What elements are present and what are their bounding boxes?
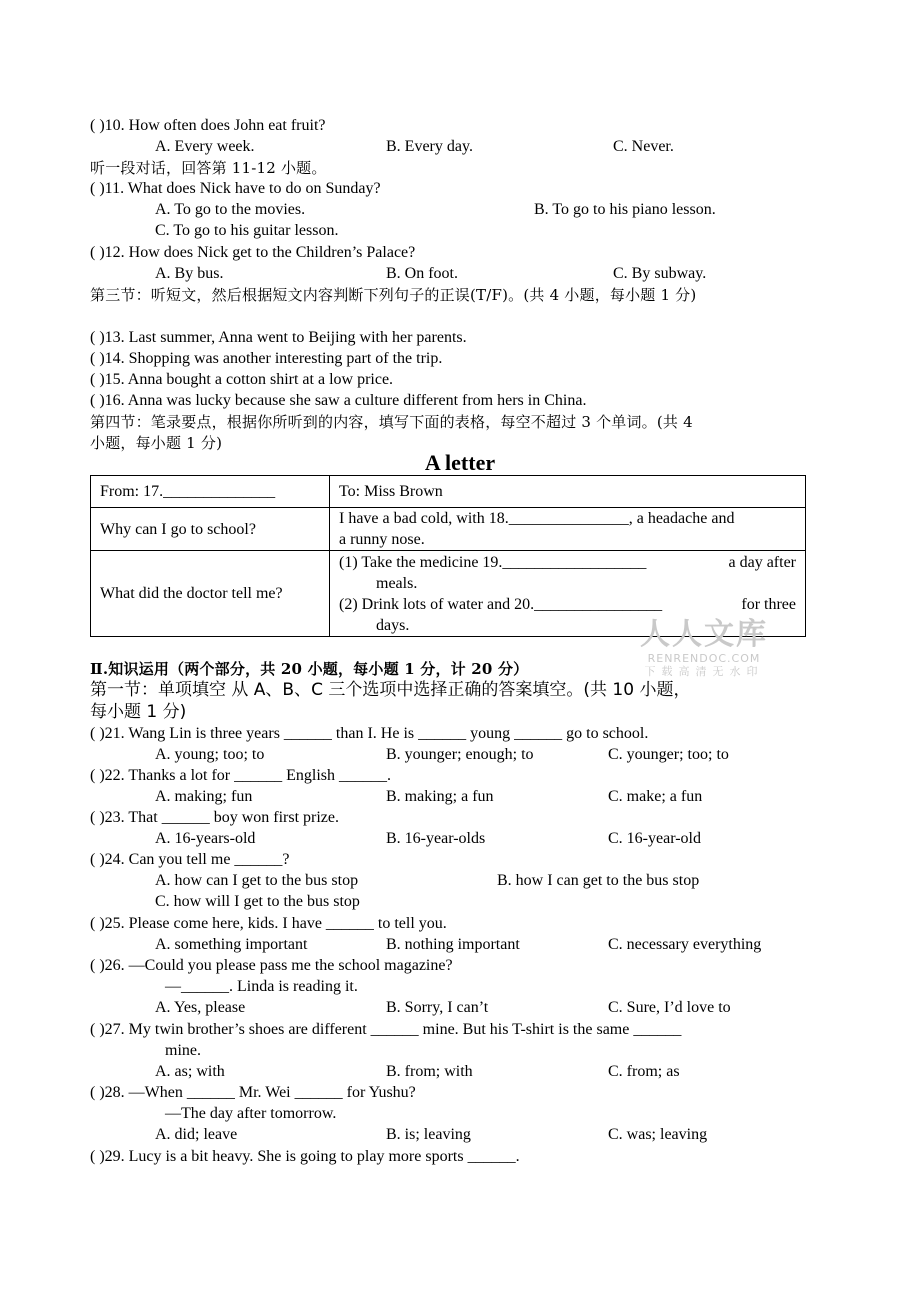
question-21-option-b: B. younger; enough; to bbox=[386, 746, 534, 763]
question-27-option-b: B. from; with bbox=[386, 1063, 473, 1080]
question-25-option-c: C. necessary everything bbox=[608, 936, 762, 953]
question-15: ( )15. Anna bought a cotton shirt at a low price. bbox=[90, 371, 394, 388]
question-10-stem: ( )10. How often does John eat fruit? bbox=[90, 117, 326, 134]
letter-title: A letter bbox=[424, 450, 496, 475]
question-24-option-c: C. how will I get to the bus stop bbox=[155, 893, 360, 910]
question-28-option-b: B. is; leaving bbox=[386, 1126, 471, 1143]
question-10-option-c: C. Never. bbox=[613, 138, 674, 155]
question-27-stem: ( )27. My twin brother’s shoes are different ______ mine. But his T-shirt is the same ______ bbox=[90, 1021, 682, 1038]
question-28-option-a: A. did; leave bbox=[155, 1126, 238, 1143]
question-21-stem: ( )21. Wang Lin is three years ______ than I. He is ______ young ______ go to school. bbox=[90, 725, 649, 742]
question-12-option-c: C. By subway. bbox=[613, 265, 707, 282]
section-3-heading: 第三节：听短文，然后根据短文内容判断下列句子的正误(T/F)。(共 4 小题，每小题 1 分) bbox=[90, 286, 697, 304]
question-11-option-c: C. To go to his guitar lesson. bbox=[155, 222, 339, 239]
watermark-url: RENRENDOC.COM bbox=[647, 652, 761, 665]
section-4-heading-line2: 小题，每小题 1 分) bbox=[90, 434, 223, 452]
question-22-option-c: C. make; a fun bbox=[608, 788, 703, 805]
question-16: ( )16. Anna was lucky because she saw a culture different from hers in China. bbox=[90, 392, 587, 409]
question-27-stem-cont: mine. bbox=[165, 1042, 201, 1059]
question-28-stem-reply: —The day after tomorrow. bbox=[165, 1105, 337, 1122]
question-12-option-a: A. By bus. bbox=[155, 265, 224, 282]
letter-answer-cell bbox=[330, 508, 806, 551]
question-22-option-b: B. making; a fun bbox=[386, 788, 494, 805]
question-23-stem: ( )23. That ______ boy won first prize. bbox=[90, 809, 339, 826]
advice-1-text: (1) Take the medicine 19.__________________ bbox=[339, 553, 647, 571]
question-11-stem: ( )11. What does Nick have to do on Sunday? bbox=[90, 180, 381, 197]
question-10-option-b: B. Every day. bbox=[386, 138, 473, 155]
question-12-option-b: B. On foot. bbox=[386, 265, 458, 282]
part-2-section-1-line2: 每小题 1 分) bbox=[90, 702, 187, 722]
advice-2-cont: days. bbox=[376, 616, 410, 634]
question-27-option-c: C. from; as bbox=[608, 1063, 680, 1080]
question-11-option-b: B. To go to his piano lesson. bbox=[534, 201, 716, 218]
question-28-stem: ( )28. —When ______ Mr. Wei ______ for Yushu? bbox=[90, 1084, 416, 1101]
advice-1-cont: meals. bbox=[376, 574, 418, 592]
question-21-option-c: C. younger; too; to bbox=[608, 746, 729, 763]
letter-to-cell: To: Miss Brown bbox=[330, 476, 806, 508]
question-11-option-a: A. To go to the movies. bbox=[155, 201, 306, 218]
question-25-stem: ( )25. Please come here, kids. I have ______ to tell you. bbox=[90, 915, 447, 932]
dialog-instruction: 听一段对话，回答第 11-12 小题。 bbox=[90, 159, 327, 177]
question-26-stem: ( )26. —Could you please pass me the school magazine? bbox=[90, 957, 453, 974]
letter-from-cell: From: 17.______________ bbox=[91, 476, 330, 508]
question-24-option-b: B. how I can get to the bus stop bbox=[497, 872, 700, 889]
question-29-stem: ( )29. Lucy is a bit heavy. She is going to play more sports ______. bbox=[90, 1148, 520, 1165]
question-12-stem: ( )12. How does Nick get to the Children’s Palace? bbox=[90, 244, 416, 261]
watermark-subtitle: 下载高清无水印 bbox=[644, 665, 764, 678]
part-2-heading: Ⅱ.知识运用（两个部分，共 20 小题，每小题 1 分，计 20 分） bbox=[90, 660, 529, 678]
question-22-stem: ( )22. Thanks a lot for ______ English ______. bbox=[90, 767, 392, 784]
question-10-option-a: A. Every week. bbox=[155, 138, 255, 155]
question-26-option-c: C. Sure, I’d love to bbox=[608, 999, 731, 1016]
question-27-option-a: A. as; with bbox=[155, 1063, 225, 1080]
letter-table bbox=[90, 475, 806, 637]
question-25-option-b: B. nothing important bbox=[386, 936, 520, 953]
watermark-logo bbox=[640, 618, 768, 679]
question-24-option-a: A. how can I get to the bus stop bbox=[155, 872, 359, 889]
advice-1-tail: a day after bbox=[728, 553, 796, 571]
question-26-stem-reply: —______. Linda is reading it. bbox=[165, 978, 358, 995]
question-22-option-a: A. making; fun bbox=[155, 788, 253, 805]
part-2-section-1-line1: 第一节：单项填空 从 A、B、C 三个选项中选择正确的答案填空。(共 10 小题， bbox=[90, 680, 691, 700]
question-13: ( )13. Last summer, Anna went to Beijing with her parents. bbox=[90, 329, 467, 346]
question-21-option-a: A. young; too; to bbox=[155, 746, 265, 763]
question-26-option-a: A. Yes, please bbox=[155, 999, 246, 1016]
question-23-option-c: C. 16-year-old bbox=[608, 830, 701, 847]
question-28-option-c: C. was; leaving bbox=[608, 1126, 708, 1143]
question-23-option-a: A. 16-years-old bbox=[155, 830, 256, 847]
section-4-heading-line1: 第四节：笔录要点，根据你所听到的内容，填写下面的表格，每空不超过 3 个单词。(共 4 bbox=[90, 413, 693, 431]
letter-answer-line2: a runny nose. bbox=[339, 531, 425, 548]
question-24-stem: ( )24. Can you tell me ______? bbox=[90, 851, 290, 868]
watermark-title: 人人文库 bbox=[640, 617, 768, 652]
advice-2-text: (2) Drink lots of water and 20.________________ bbox=[339, 595, 663, 613]
question-26-option-b: B. Sorry, I can’t bbox=[386, 999, 489, 1016]
question-23-option-b: B. 16-year-olds bbox=[386, 830, 486, 847]
question-25-option-a: A. something important bbox=[155, 936, 308, 953]
doctor-question-cell: What did the doctor tell me? bbox=[91, 551, 330, 637]
question-14: ( )14. Shopping was another interesting part of the trip. bbox=[90, 350, 443, 367]
advice-2-tail: for three bbox=[741, 595, 796, 613]
letter-answer-line1: I have a bad cold, with 18._______________, a headache and bbox=[339, 510, 735, 527]
letter-question-cell: Why can I go to school? bbox=[91, 508, 330, 551]
